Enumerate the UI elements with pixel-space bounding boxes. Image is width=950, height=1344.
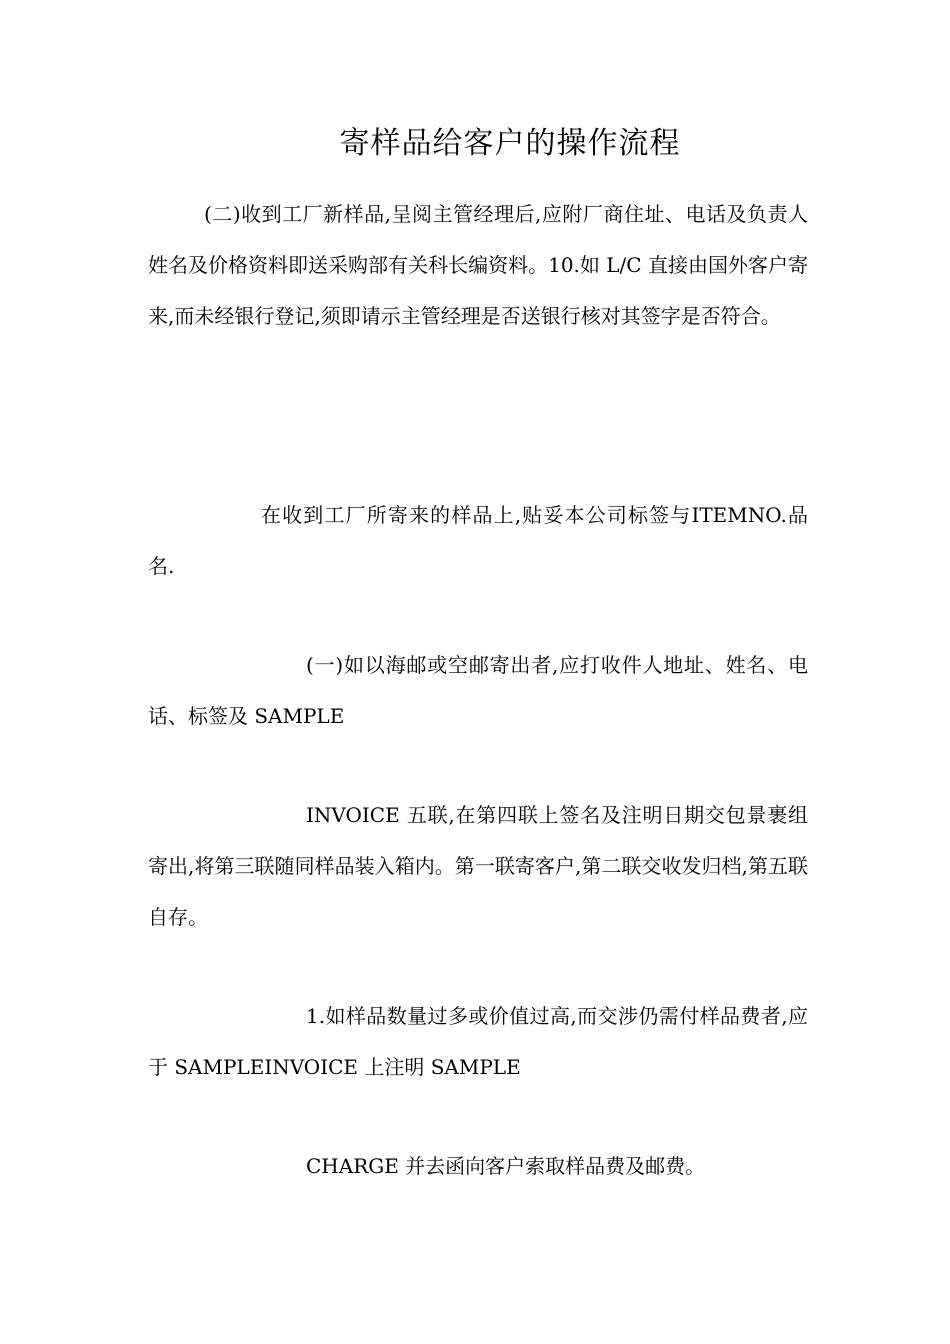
paragraph-invoice-copies: INVOICE 五联,在第四联上签名及注明日期交包景裹组寄出,将第三联随同样品装入箱内。第一联寄客户,第二联交收发归档,第五联自存。 xyxy=(148,803,808,929)
paragraph-new-samples: (二)收到工厂新样品,呈阅主管经理后,应附厂商住址、电话及负责人姓名及价格资料即送采购部有关科长编资料。10.如 L/C 直接由国外客户寄来,而未经银行登记,须即请示主管经理是否送银行核对其签字是否符合。 xyxy=(148,202,808,328)
paragraph-labeling: 在收到工厂所寄来的样品上,贴妥本公司标签与ITEMNO.品名. xyxy=(148,503,808,578)
paragraph-sample-charge: 1.如样品数量过多或价值过高,而交涉仍需付样品费者,应于 SAMPLEINVOICE 上注明 SAMPLE xyxy=(148,1004,808,1079)
paragraph-charge-request: CHARGE 并去函向客户索取样品费及邮费。 xyxy=(306,1154,706,1178)
paragraph-mailing: (一)如以海邮或空邮寄出者,应打收件人地址、姓名、电话、标签及 SAMPLE xyxy=(148,653,808,728)
document-title: 寄样品给客户的操作流程 xyxy=(339,126,681,161)
